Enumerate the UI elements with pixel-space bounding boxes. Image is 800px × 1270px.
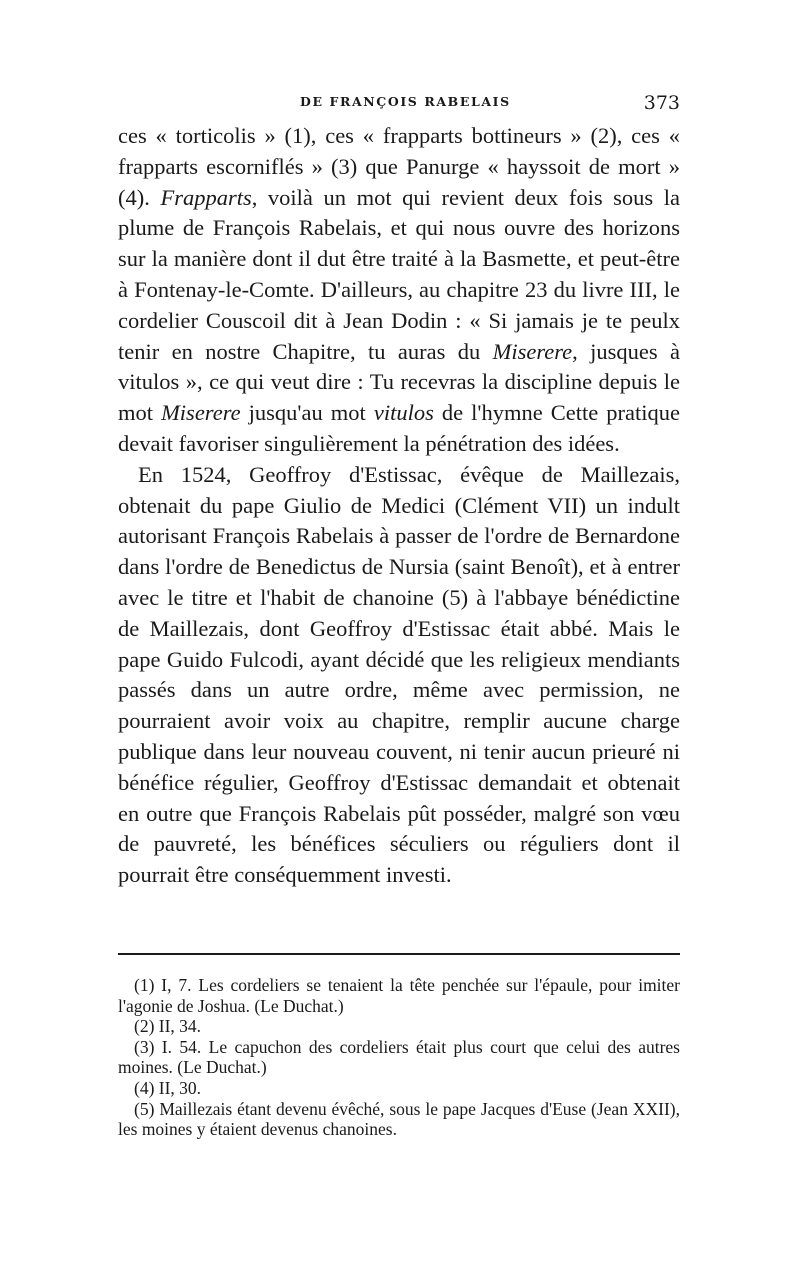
text-segment: , voilà un mot qui revient deux fois sous la plume de François Rabelais, et qui nous ouvre des horizons sur la manière dont il dut être traité à la Basmette, et peut-être à Fontenay-le-Comte. D'ailleurs, au chapitre 23 du livre III, le cordelier Couscoil dit à Jean Dodin : « Si jamais je te peulx tenir en nostre Chapitre, tu auras du [118,184,680,364]
body-text [118,121,680,891]
italic-term: Miserere [161,400,241,426]
footnote-3: (3) I. 54. Le capuchon des cordeliers était plus court que celui des autres moines. (Le Duchat.) [118,1036,680,1078]
page-number: 373 [643,92,680,114]
footnotes [118,975,680,1140]
footnote-2: (2) II, 34. [134,1016,202,1037]
paragraph-2 [118,460,680,891]
paragraph-1 [118,121,680,460]
italic-term: vitulos [373,400,434,426]
italic-term: Frapparts [160,184,252,210]
footnote-4: (4) II, 30. [134,1077,202,1098]
running-head [120,92,680,116]
text-segment: , jusques à vitulos », ce qui veut dire : Tu recevras la discipline depuis le mot [118,338,680,426]
text-segment: jusqu'au mot [240,400,374,426]
text-segment: En 1524, Geoffroy d'Estissac, évêque de Maillezais, obtenait du pape Giulio de Medici (Clément VII) un indult autorisant François Rabelais à passer de l'ordre de Bernardone dans l'ordre de Benedictus de Nursia (saint Benoît), et à entrer avec le titre et l'habit de chanoine (5) à l'abbaye bénédictine de Maillezais, dont Geoffroy d'Estissac était abbé. Mais le pape Guido Fulcodi, ayant décidé que les religieux mendiants passés dans un autre ordre, même avec permission, ne pourraient avoir voix au chapitre, remplir aucune charge publique dans leur nouveau couvent, ni tenir aucun prieuré ni bénéfice régulier, Geoffroy d'Estissac demandait et obtenait en outre que François Rabelais pût posséder, malgré son vœu de pauvreté, les bénéfices séculiers ou réguliers dont il pourrait être conséquemment investi. [118,461,680,888]
running-title: DE FRANÇOIS RABELAIS [300,94,511,109]
footnote-5: (5) Maillezais étant devenu évêché, sous le pape Jacques d'Euse (Jean XXII), les moines y étaient devenus chanoines. [118,1098,680,1140]
footnote-1: (1) I, 7. Les cordeliers se tenaient la tête penchée sur l'épaule, pour imiter l'agonie de Joshua. (Le Duchat.) [118,975,680,1016]
italic-term: Miserere [492,338,573,364]
text-segment: de l'hymne Cette pratique devait favoriser singulièrement la pénétration des idées. [118,400,680,456]
text-segment: ces « torticolis » (1), ces « frapparts bottineurs » (2), ces « frapparts escorniflés » (3) que Panurge « hayssoit de mort » (4). [118,123,680,210]
footnote-rule [118,953,680,955]
